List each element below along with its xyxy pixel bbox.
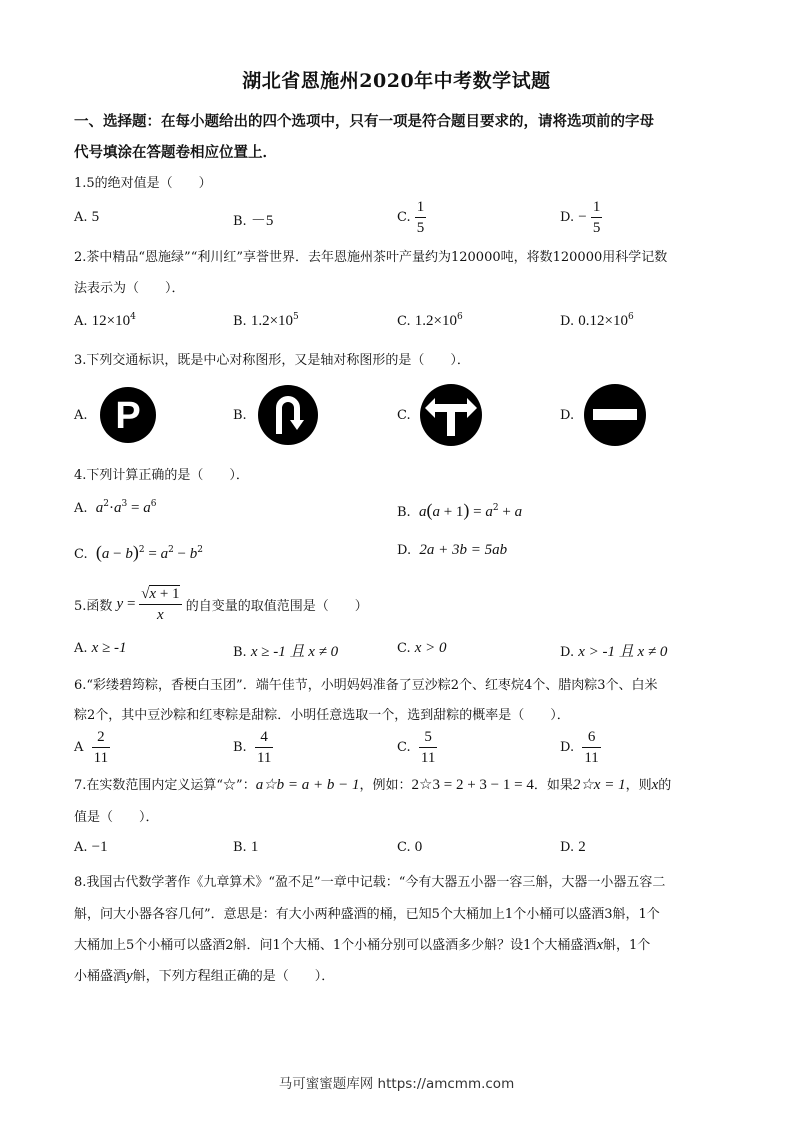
q3-option-b-label: B. [233, 408, 247, 423]
q3-option-d-label: D. [560, 408, 575, 423]
q1-option-d: D. − $\frac{1}{5}$ [560, 199, 601, 236]
fraction: $\frac{2}{11}$ [93, 729, 109, 766]
fraction: $\frac{1}{5}$ [592, 199, 601, 236]
question-6-stem-line2: 粽2个，其中豆沙粽和红枣粽是甜粽．小明任意选取一个，选到甜粽的概率是（ ）． [74, 708, 570, 723]
question-1-stem: 1.5的绝对值是（ ） [74, 176, 212, 191]
section-heading-line1: 一、选择题：在每小题给出的四个选项中，只有一项是符合题目要求的，请将选项前的字母 [74, 113, 654, 130]
question-8-line2: 斛，问大小器各容几何”．意思是：有大小两种盛酒的桶，已知5个大桶加上1个小桶可以盛酒3斛，1个 [74, 907, 660, 922]
question-8-line1: 8.我国古代数学著作《九章算术》“盈不足”一章中记载：“今有大器五小器一容三斛，大器一小器五容二 [74, 875, 666, 890]
q2-option-c: C. $1.2\times 10^6$ [397, 312, 463, 329]
q5-option-c: C. x > 0 [397, 640, 447, 656]
fraction: $\frac{√x + 1}{x}$ [141, 586, 180, 623]
question-2-stem-line2: 法表示为（ ）． [74, 281, 185, 296]
q5-option-b: B. x ≥ -1 且 x ≠ 0 [233, 644, 339, 660]
fraction: $\frac{6}{11}$ [584, 729, 599, 766]
question-8-line3: 大桶加上5个小桶可以盛酒2斛．问1个大桶、1个小桶分别可以盛酒多少斛？设1个大桶盛酒x斛，1个 [74, 937, 651, 953]
question-4-stem: 4.下列计算正确的是（ ）． [74, 468, 249, 483]
question-7-stem-line2: 值是（ ）． [74, 810, 159, 825]
page-footer-watermark: 马可蜜蜜题库网 https://amcmm.com [278, 1076, 515, 1092]
q4-option-b: B. $a(a + 1) = a^2 + a$ [397, 500, 523, 520]
fraction: $\frac{1}{5}$ [416, 199, 425, 236]
q3-option-c-label: C. [397, 408, 411, 423]
section-heading-line2: 代号填涂在答题卷相应位置上． [74, 144, 277, 161]
q6-option-b: B. $\frac{4}{11}$ [233, 729, 272, 766]
no-entry-sign-icon [583, 383, 647, 451]
parking-sign-letter: P [115, 395, 141, 437]
q7-option-d: D. 2 [560, 839, 586, 855]
q7-option-c: C. 0 [397, 839, 423, 855]
q1-option-a: A. 5 [74, 209, 100, 225]
q5-option-d: D. x > -1 且 x ≠ 0 [560, 644, 668, 660]
q6-option-a: A $\frac{2}{11}$ [74, 729, 109, 766]
question-8-line4: 小桶盛酒y斛，下列方程组正确的是（ ）． [74, 968, 335, 984]
q2-option-b: B. $1.2\times 10^5$ [233, 312, 299, 329]
q5-option-a: A. x ≥ -1 [74, 640, 127, 656]
q2-option-d: D. $0.12\times 10^6$ [560, 312, 634, 329]
question-2-stem-line1: 2.茶中精品“恩施绿”“利川红”享誉世界．去年恩施州茶叶产量约为120000吨，将数120000用科学记数 [74, 250, 668, 265]
q7-option-b: B. 1 [233, 839, 259, 855]
q2-option-a: A. $12\times 10^4$ [74, 312, 136, 329]
question-3-stem: 3.下列交通标识，既是中心对称图形，又是轴对称图形的是（ ）． [74, 353, 470, 368]
q4-option-a: A. $a^2\cdot a^3 = a^6$ [74, 499, 157, 516]
q4-option-d: D. 2a + 3b = 5ab [397, 542, 508, 558]
q4-option-c: C. $(a - b)^2 = a^2 - b^2$ [74, 542, 203, 562]
q6-option-c: C. $\frac{5}{11}$ [397, 729, 436, 766]
turn-left-right-sign-icon [419, 383, 483, 451]
question-6-stem-line1: 6.“彩缕碧筠粽，香梗白玉团”．端午佳节，小明妈妈准备了豆沙粽2个、红枣烷4个、腊肉粽3个、白米 [74, 678, 658, 693]
q3-option-a-label: A. [74, 408, 88, 423]
page-title: 湖北省恩施州2020年中考数学试题 [242, 70, 551, 92]
fraction: $\frac{5}{11}$ [420, 729, 436, 766]
question-7-stem-line1: 7.在实数范围内定义运算“☆”：a☆b = a + b − 1，例如：2☆3 = 2 + 3 − 1 = 4．如果2☆x = 1，则x的 [74, 777, 672, 793]
q1-option-b: B. －5 [233, 213, 274, 229]
q7-option-a: A. −1 [74, 839, 108, 855]
question-5-stem: 5.函数 y = $\frac{√x + 1}{x}$ 的自变量的取值范围是（ ） [74, 586, 368, 623]
fraction: $\frac{4}{11}$ [256, 729, 272, 766]
q1-option-c: C. $\frac{1}{5}$ [397, 199, 425, 236]
u-turn-sign-icon [257, 384, 319, 450]
q6-option-d: D. $\frac{6}{11}$ [560, 729, 599, 766]
parking-sign-icon [99, 386, 157, 448]
